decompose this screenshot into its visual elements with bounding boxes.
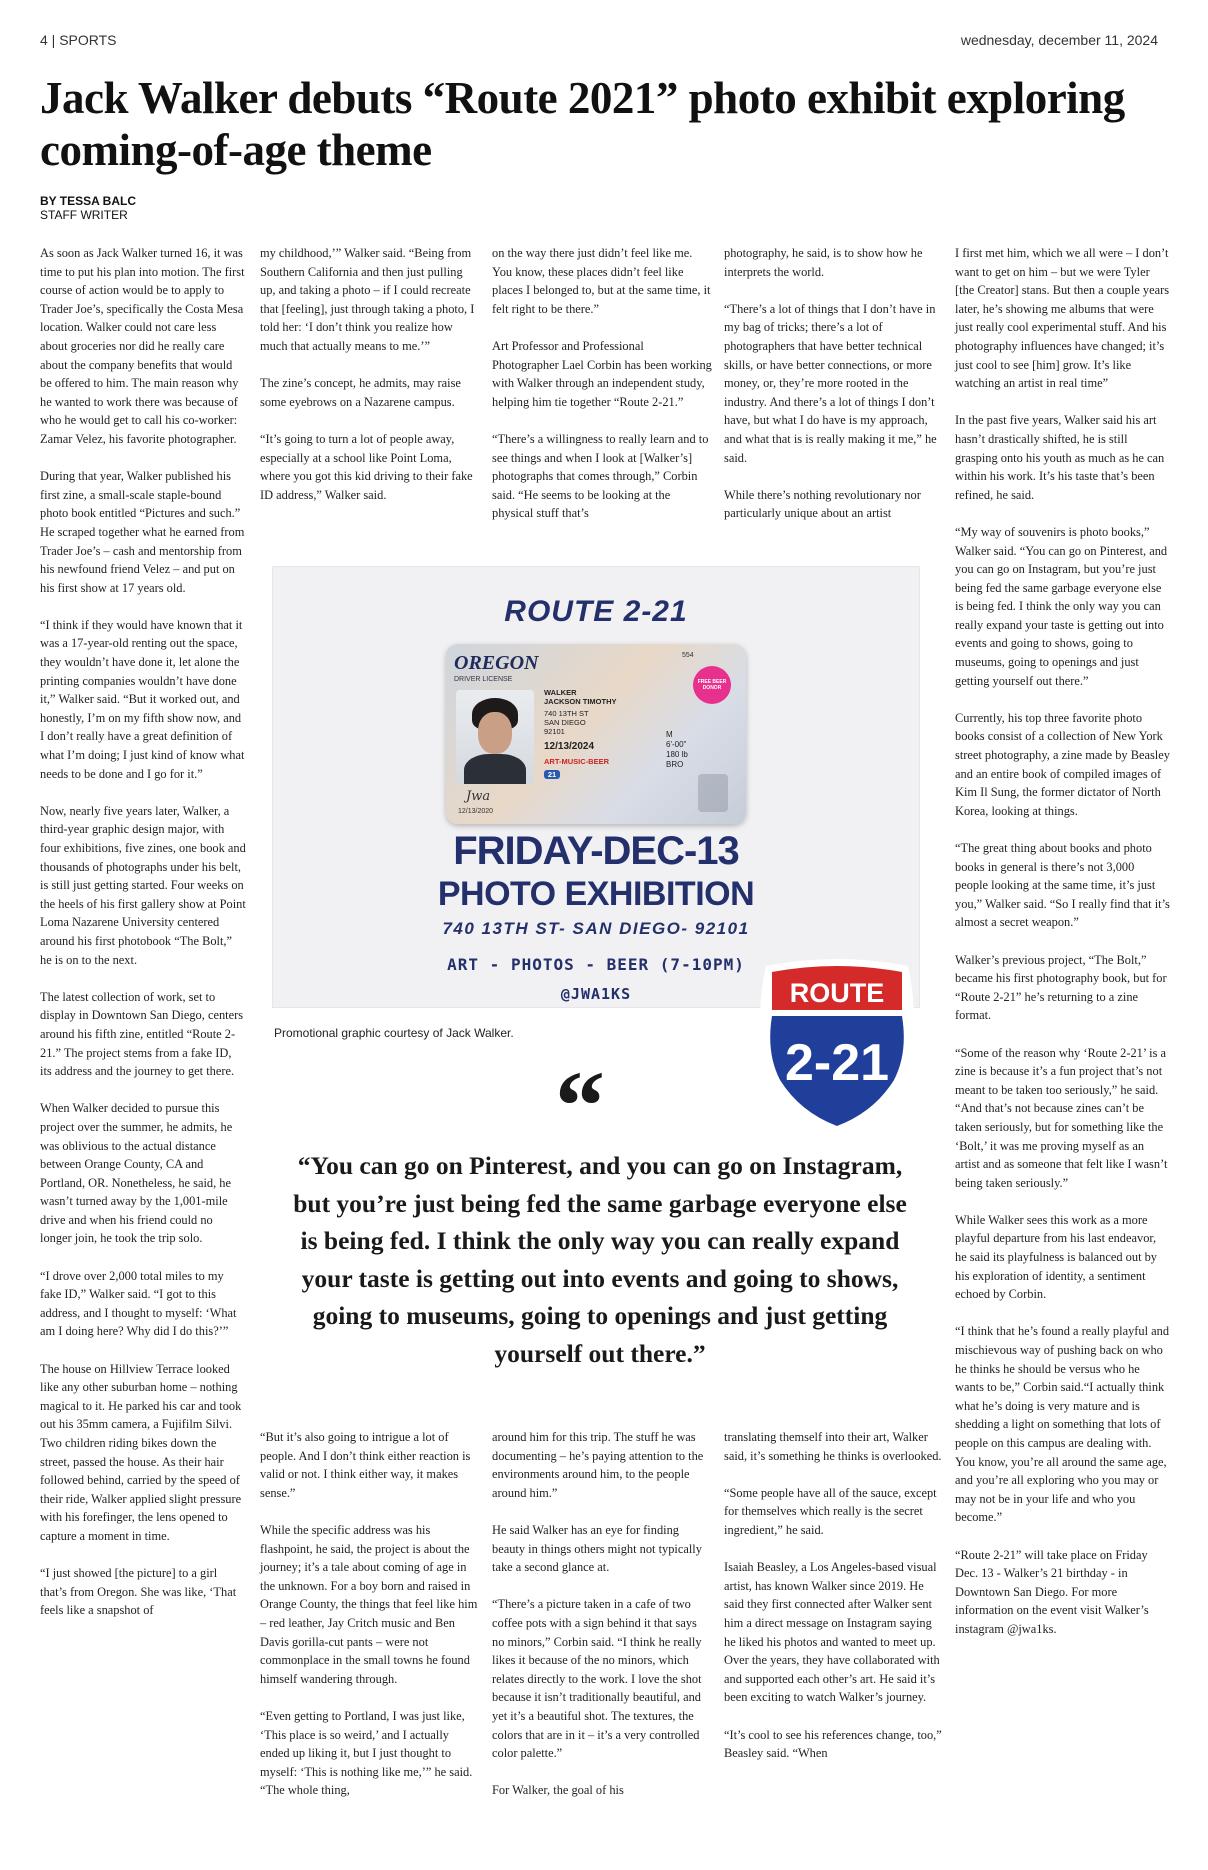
id-issued: 12/13/2020: [458, 808, 494, 815]
paragraph: “Some of the reason why ‘Route 2-21’ is a zine is because it’s a fun project that’s not meant to be taken too seriously,” he said. “And that’s not because zines can’t be taken seriously, but for something like the ‘Bolt,’ it was me proving myself as an artist and as someone that felt like I wasn’t being taken seriously.”: [955, 1045, 1168, 1190]
id-restriction: ART-MUSIC-BEER: [544, 757, 609, 766]
paragraph: Art Professor and Professional Photographer Lael Corbin has been working with Walker through an independent study, helping him tie together “Route 2-21.”: [492, 338, 712, 409]
paragraph: While there’s nothing revolutionary nor particularly unique about an artist: [724, 487, 921, 521]
paragraph: “I just showed [the picture] to a girl that’s from Oregon. She was like, ‘That feels like a snapshot of: [40, 1566, 237, 1618]
byline-role: STAFF WRITER: [40, 208, 128, 222]
page-header: [40, 32, 1158, 52]
id-photo: [456, 690, 534, 784]
promo-address: 740 13TH ST- SAN DIEGO- 92101: [442, 919, 750, 938]
paragraph: Isaiah Beasley, a Los Angeles-based visual artist, has known Walker since 2019. He said they first connected after Walker sent him a direct message on Instagram saying he liked his photos and wanted to meet up. Over the years, they have collaborated with and supported each other’s art. He said it’s been exciting to watch Walker’s journey.: [724, 1560, 940, 1705]
paragraph: my childhood,’” Walker said. “Being from Southern California and then just pulling up, and taking a photo – if I could recreate that [feeling], just through taking a photo, I told her: ‘I don’t think you realize how much that actually means to me.’”: [260, 246, 475, 353]
paragraph: I first met him, which we all were – I don’t want to get on him – but we were Tyler [the Creator] stans. But then a couple years later, he’s showing me albums that were just really cool experimental stuff. And his photography influences have changed; it’s just cool to see [him] grow. It’s like watching an artist in real time”: [955, 246, 1170, 391]
paragraph: “It’s cool to see his references change, too,” Beasley said. “When: [724, 1727, 942, 1761]
byline: [40, 194, 136, 222]
promo-info: ART - PHOTOS - BEER (7-10PM): [447, 955, 745, 974]
id-weight: 180 lb: [666, 750, 688, 759]
article-column-3: [492, 244, 712, 542]
byline-author: BY TESSA BALC: [40, 194, 137, 208]
article-headline: Jack Walker debuts “Route 2021” photo exhibit exploring coming-of-age theme: [40, 73, 1125, 175]
id-expiry: 12/13/2024: [544, 741, 595, 752]
paragraph: “Even getting to Portland, I was just like, ‘This place is so weird,’ and I actually ended up liking it, but I just thought to myself: ‘This is nothing like me,’” he said. “The whole thing,: [260, 1708, 473, 1798]
paragraph: translating themself into their art, Walker said, it’s something he thinks is overlooked.: [724, 1430, 942, 1463]
paragraph: While the specific address was his flashpoint, he said, the project is about the journey; it’s a tale about coming of age in the unknown. For a boy born and raised in Orange County, the things that feel like him – red leather, Jay Critch music and Ben Davis gorilla-cut pants – were not commonplace in the small towns he found himself wandering through.: [260, 1522, 478, 1686]
page-section-label: 4 | SPORTS: [40, 32, 117, 48]
shield-top-label: ROUTE: [789, 978, 885, 1008]
article-column-2-bottom: [260, 1428, 480, 1818]
paragraph: For Walker, the goal of his: [492, 1783, 624, 1798]
article-column-4-bottom: [724, 1428, 944, 1781]
paragraph: “The great thing about books and photo books in general is there’s not 3,000 people looking at the same time, it’s just you,” Walker said. “So I really find that it’s almost a secret weapon.”: [955, 841, 1170, 930]
id-name-line2: JACKSON TIMOTHY: [544, 697, 617, 706]
id-address-line2: SAN DIEGO: [544, 718, 586, 727]
promo-caption: Promotional graphic courtesy of Jack Walker.: [274, 1026, 514, 1040]
paragraph: “Some people have all of the sauce, except for themselves which really is the secret ingredient,” he said.: [724, 1485, 937, 1537]
paragraph: When Walker decided to pursue this project over the summer, he admits, he was oblivious to the actual distance between Orange County, CA and Portland, OR. Nonetheless, he said, he wasn’t turned away by the 1,001-mile drive and when his friend could no longer join, he took the trip solo.: [40, 1101, 233, 1246]
id-state: OREGON: [454, 652, 539, 674]
id-name-line1: WALKER: [544, 688, 577, 697]
paragraph: “There’s a willingness to really learn and to see things and when I look at [Walker’s] photographs that comes through,” Corbin said. “He seems to be looking at the physical stuff that’s: [492, 431, 709, 521]
paragraph: During that year, Walker published his first zine, a small-scale staple-bound photo book entitled “Pictures and such.” He scraped together what he earned from Trader Joe’s – cash and mentorship from his newfound friend Velez – and put on his first show at 17 years old.: [40, 469, 245, 595]
pull-quote: “You can go on Pinterest, and you can go on Instagram, but you’re just being fed the same garbage everyone else is being fed. I think the only way you can really expand your taste is getting out into events and going to shows, going to museums, going to openings and just getting yourself out there.”: [293, 1151, 907, 1368]
promo-handle: @JWA1KS: [560, 985, 632, 1003]
route-shield-icon: [752, 958, 922, 1136]
paragraph: “My way of souvenirs is photo books,” Walker said. “You can go on Pinterest, and you can go on Instagram, but you’re just being fed the same garbage everyone else is being fed. I think the only way you can really expand your taste is getting out into events and going to shows, going to museums, going to openings and just getting yourself out there.”: [955, 524, 1168, 688]
paragraph: “There’s a lot of things that I don’t have in my bag of tricks; there’s a lot of photographers that have better technical skills, or have better connections, or more money, or, they’re more rooted in the industry. And there’s a lot of things I don’t have, but what I do have is my approach, and what that is is really making it me,” he said.: [724, 301, 937, 465]
paragraph: “There’s a picture taken in a cafe of two coffee pots with a sign behind it that says no minors,” Corbin said. “I think he really likes it because of the no minors, which relates directly to the work. I love the shot because it isn’t traditionally beautiful, and yet it’s a beautiful shot. The textures, the colors that are in it – it’s a very controlled color palette.”: [492, 1597, 702, 1761]
paragraph: The latest collection of work, set to display in Downtown San Diego, centers around his fifth zine, entitled “Route 2-21.” The project stems from a fake ID, its address and the journey to get there.: [40, 989, 244, 1079]
id-sex: M: [666, 730, 673, 739]
article-column-3-bottom: [492, 1428, 712, 1818]
paragraph: While Walker sees this work as a more playful departure from his last endeavor, he said its playfulness is balanced out by his exploration of identity, a sentiment echoed by Corbin.: [955, 1212, 1157, 1302]
fake-id-card: [446, 644, 746, 824]
promo-title: ROUTE 2-21: [504, 595, 688, 628]
id-height: 6'-00": [666, 740, 687, 749]
id-fields: [544, 688, 664, 779]
paragraph: “It’s going to turn a lot of people away, especially at a school like Point Loma, where you got this kid driving to their fake ID address,” Walker said.: [260, 431, 473, 502]
article-column-4: [724, 244, 944, 542]
paragraph: The zine’s concept, he admits, may raise some eyebrows on a Nazarene campus.: [260, 376, 461, 409]
id-eyes: BRO: [666, 760, 684, 769]
paragraph: photography, he said, is to show how he interprets the world.: [724, 246, 923, 279]
paragraph: “I think if they would have known that it was a 17-year-old renting out the space, they wouldn’t have done it, let alone the printing companies wouldn’t have done it,” Walker said. “But it worked out, and honestly, I’m on my fifth show now, and I don’t really have a great definition of what I’m doing; I just kind of know what needs to be done and I go for it.”: [40, 617, 245, 781]
id-signature: Jwa: [466, 789, 491, 804]
free-beer-badge: FREE BEER DONOR: [693, 666, 731, 704]
pull-quote-mark: “: [555, 1050, 605, 1161]
id-physical: [666, 730, 688, 770]
article-column-2: [260, 244, 480, 523]
paragraph: As soon as Jack Walker turned 16, it was time to put his plan into motion. The first course of action would be to apply to Trader Joe’s, specifically the Costa Mesa location. Walker could not care less about groceries nor did he really care about the company benefits that would be offered to him. The main reason why he wanted to work there was because of who he would get to call his co-worker: Zamar Velez, his favorite photographer.: [40, 246, 245, 446]
promo-date: FRIDAY-DEC-13: [453, 829, 739, 873]
id-license-label: DRIVER LICENSE: [454, 676, 513, 683]
article-column-1: [40, 244, 246, 1639]
article-column-5: [955, 244, 1170, 1657]
paragraph: around him for this trip. The stuff he was documenting – he’s paying attention to the environments around him, to the people around him.”: [492, 1430, 704, 1500]
shield-number: 2-21: [784, 1034, 890, 1092]
paragraph: Now, nearly five years later, Walker, a third-year graphic design major, with four exhibitions, five zines, one book and thousands of photographs under his belt, is still just getting started. Four weeks on the heels of his first gallery show at Point Loma Nazarene University centered around his first photobook “The Bolt,” he is on to the next.: [40, 803, 246, 967]
paragraph: “I drove over 2,000 total miles to my fake ID,” Walker said. “I got to this address, and I thought to myself: ‘What am I doing here? Why did I do this?’”: [40, 1268, 237, 1339]
issue-date: wednesday, december 11, 2024: [960, 32, 1158, 48]
id-ghost-photo: [698, 774, 728, 812]
promo-graphic: [272, 566, 920, 1008]
id-number: 21: [544, 770, 560, 779]
paragraph: Walker’s previous project, “The Bolt,” became his first photography book, but for “Route 2-21” he’s returning to a zine format.: [955, 952, 1167, 1023]
paragraph: Currently, his top three favorite photo books consist of a collection of New York street photography, a zine made by Beasley and an entire book of compiled images of Kim Il Sung, the former dictator of North Korea, looking at things.: [955, 710, 1170, 818]
id-address-line3: 92101: [544, 727, 565, 736]
paragraph: “Route 2-21” will take place on Friday Dec. 13 - Walker’s 21 birthday - in Downtown San Diego. For more information on the event visit Walker’s instagram @jwa1ks.: [955, 1547, 1149, 1636]
paragraph: The house on Hillview Terrace looked like any other suburban home – nothing magical to it. He parked his car and took out his 35mm camera, a Fujifilm Silvi. Two children riding bikes down the street, passed the house. As their hair followed behind, carried by the speed of their ride, Walker applied slight pressure with his forefinger, the lens opened to capture a moment in time.: [40, 1361, 242, 1543]
id-address-line1: 740 13TH ST: [544, 709, 589, 718]
paragraph: In the past five years, Walker said his art hasn’t drastically shifted, he is still grasping onto his youth as much as he can within his work. It’s his taste that’s been refined, he said.: [955, 413, 1165, 502]
paragraph: “I think that he’s found a really playful and mischievous way of pushing back on who he thinks he should be versus who he wants to be,” Corbin said.“I actually think what he’s doing is very mature and is shedding a light on something that lots of people on this campus are dealing with. You know, you’re all around the same age, and you’re all exploring who you may or may not be in your life and who you become.”: [955, 1324, 1170, 1525]
paragraph: He said Walker has an eye for finding beauty in things others might not typically take a second glance at.: [492, 1522, 702, 1575]
paragraph: on the way there just didn’t feel like me. You know, these places didn’t feel like places I belonged to, but at the same time, it felt right to be there.”: [492, 246, 711, 316]
id-card-id: 554: [682, 652, 694, 659]
promo-exhibition: PHOTO EXHIBITION: [437, 875, 755, 913]
paragraph: “But it’s also going to intrigue a lot of people. And I don’t think either reaction is valid or not. I think either way, it makes sense.”: [260, 1430, 471, 1500]
